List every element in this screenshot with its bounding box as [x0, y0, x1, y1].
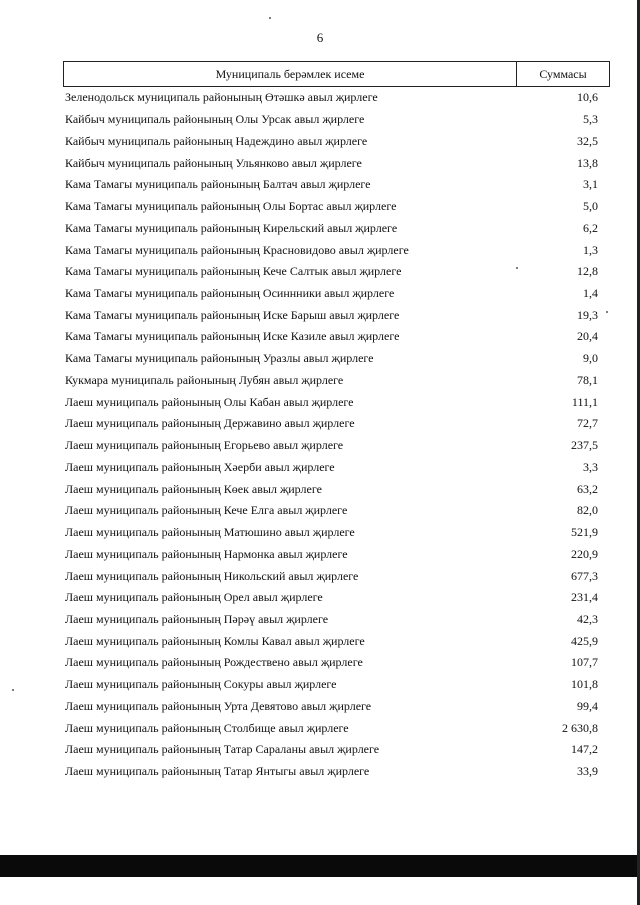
scan-speck [12, 689, 14, 691]
table-row [63, 261, 610, 283]
row-municipality-name: Лаеш муниципаль районының Сокуры авыл җирлеге [65, 677, 337, 692]
row-municipality-name: Кама Тамагы муниципаль районының Уразлы авыл җирлеге [65, 351, 374, 366]
row-sum: 2 630,8 [562, 720, 598, 735]
row-municipality-name: Кукмара муниципаль районының Лубян авыл җирлеге [65, 372, 344, 387]
table-row [63, 652, 610, 674]
table-row [63, 500, 610, 522]
table-row [63, 435, 610, 457]
row-sum: 9,0 [583, 351, 598, 366]
row-sum: 677,3 [571, 568, 598, 583]
row-sum: 3,1 [583, 177, 598, 192]
row-municipality-name: Кайбыч муниципаль районының Ульянково авыл җирлеге [65, 155, 362, 170]
table-row [63, 761, 610, 783]
table-row [63, 217, 610, 239]
row-sum: 107,7 [571, 655, 598, 670]
row-municipality-name: Лаеш муниципаль районының Хәерби авыл җирлеге [65, 459, 335, 474]
row-municipality-name: Лаеш муниципаль районының Никольский авыл җирлеге [65, 568, 359, 583]
table-row [63, 174, 610, 196]
table-row [63, 87, 610, 109]
column-header-sum: Суммасы [539, 66, 587, 81]
row-municipality-name: Кама Тамагы муниципаль районының Иске Казиле авыл җирлеге [65, 329, 400, 344]
table-row [63, 326, 610, 348]
scan-speck [606, 311, 608, 313]
row-sum: 19,3 [577, 307, 598, 322]
row-municipality-name: Кама Тамагы муниципаль районының Олы Бортас авыл җирлеге [65, 199, 397, 214]
row-sum: 1,4 [583, 285, 598, 300]
column-header-name: Муниципаль берәмлек исеме [64, 62, 517, 86]
row-sum: 13,8 [577, 155, 598, 170]
table-row [63, 391, 610, 413]
row-sum: 5,0 [583, 199, 598, 214]
page-number: 6 [316, 30, 324, 45]
row-sum: 32,5 [577, 133, 598, 148]
row-municipality-name: Кайбыч муниципаль районының Олы Урсак авыл җирлеге [65, 112, 365, 127]
table-row [63, 239, 610, 261]
row-municipality-name: Лаеш муниципаль районының Егорьево авыл җирлеге [65, 438, 344, 453]
row-municipality-name: Лаеш муниципаль районының Рождествено авыл җирлеге [65, 655, 363, 670]
table-row [63, 587, 610, 609]
table-row [63, 543, 610, 565]
row-municipality-name: Лаеш муниципаль районының Матюшино авыл җирлеге [65, 525, 355, 540]
row-municipality-name: Кама Тамагы муниципаль районының Балтач авыл җирлеге [65, 177, 371, 192]
table-row [63, 109, 610, 131]
row-sum: 42,3 [577, 611, 598, 626]
row-municipality-name: Лаеш муниципаль районының Комлы Кавал авыл җирлеге [65, 633, 365, 648]
row-municipality-name: Лаеш муниципаль районының Орел авыл җирлеге [65, 590, 323, 605]
row-municipality-name: Лаеш муниципаль районының Пәрәү авыл җирлеге [65, 611, 329, 626]
scan-speck [269, 17, 271, 19]
table-row [63, 152, 610, 174]
row-sum: 101,8 [571, 677, 598, 692]
row-sum: 33,9 [577, 764, 598, 779]
row-sum: 6,2 [583, 220, 598, 235]
scan-border-bottom [0, 855, 640, 877]
row-sum: 99,4 [577, 698, 598, 713]
row-sum: 1,3 [583, 242, 598, 257]
row-sum: 5,3 [583, 112, 598, 127]
row-sum: 78,1 [577, 372, 598, 387]
table-row [63, 413, 610, 435]
table-row [63, 630, 610, 652]
row-sum: 521,9 [571, 525, 598, 540]
table-row [63, 456, 610, 478]
row-sum: 72,7 [577, 416, 598, 431]
scan-speck [516, 267, 518, 269]
row-sum: 111,1 [571, 394, 598, 409]
table-row [63, 478, 610, 500]
table-body [63, 87, 610, 783]
row-municipality-name: Лаеш муниципаль районының Кече Елга авыл җирлеге [65, 503, 348, 518]
table-row [63, 696, 610, 718]
row-sum: 82,0 [577, 503, 598, 518]
table-header [63, 61, 610, 87]
row-sum: 231,4 [571, 590, 598, 605]
row-municipality-name: Лаеш муниципаль районының Нармонка авыл җирлеге [65, 546, 348, 561]
row-municipality-name: Лаеш муниципаль районының Державино авыл җирлеге [65, 416, 355, 431]
row-municipality-name: Лаеш муниципаль районының Столбище авыл җирлеге [65, 720, 349, 735]
row-municipality-name: Лаеш муниципаль районының Урта Девятово авыл җирлеге [65, 698, 372, 713]
table-row [63, 130, 610, 152]
row-municipality-name: Лаеш муниципаль районының Татар Янтыгы авыл җирлеге [65, 764, 370, 779]
row-municipality-name: Кама Тамагы муниципаль районының Осиннники авыл җирлеге [65, 285, 395, 300]
table-row [63, 739, 610, 761]
row-municipality-name: Кама Тамагы муниципаль районының Иске Барыш авыл җирлеге [65, 307, 400, 322]
row-sum: 10,6 [577, 90, 598, 105]
row-municipality-name: Лаеш муниципаль районының Татар Сараланы авыл җирлеге [65, 742, 380, 757]
table-row [63, 522, 610, 544]
row-municipality-name: Лаеш муниципаль районының Көек авыл җирлеге [65, 481, 322, 496]
row-sum: 3,3 [583, 459, 598, 474]
row-sum: 147,2 [571, 742, 598, 757]
row-municipality-name: Кайбыч муниципаль районының Надеждино авыл җирлеге [65, 133, 368, 148]
table-row [63, 565, 610, 587]
row-municipality-name: Кама Тамагы муниципаль районының Красновидово авыл җирлеге [65, 242, 409, 257]
table-row [63, 283, 610, 305]
table-row [63, 717, 610, 739]
row-sum: 220,9 [571, 546, 598, 561]
row-municipality-name: Кама Тамагы муниципаль районының Кирельский авыл җирлеге [65, 220, 398, 235]
table-row [63, 304, 610, 326]
row-municipality-name: Кама Тамагы муниципаль районының Кече Салтык авыл җирлеге [65, 264, 402, 279]
row-municipality-name: Зеленодольск муниципаль районының Өтәшкә авыл җирлеге [65, 90, 378, 105]
row-municipality-name: Лаеш муниципаль районының Олы Кабан авыл җирлеге [65, 394, 354, 409]
row-sum: 425,9 [571, 633, 598, 648]
table-row [63, 370, 610, 392]
row-sum: 237,5 [571, 438, 598, 453]
table-row [63, 674, 610, 696]
row-sum: 20,4 [577, 329, 598, 344]
table-row [63, 609, 610, 631]
row-sum: 63,2 [577, 481, 598, 496]
table-row [63, 196, 610, 218]
table-row [63, 348, 610, 370]
row-sum: 12,8 [577, 264, 598, 279]
